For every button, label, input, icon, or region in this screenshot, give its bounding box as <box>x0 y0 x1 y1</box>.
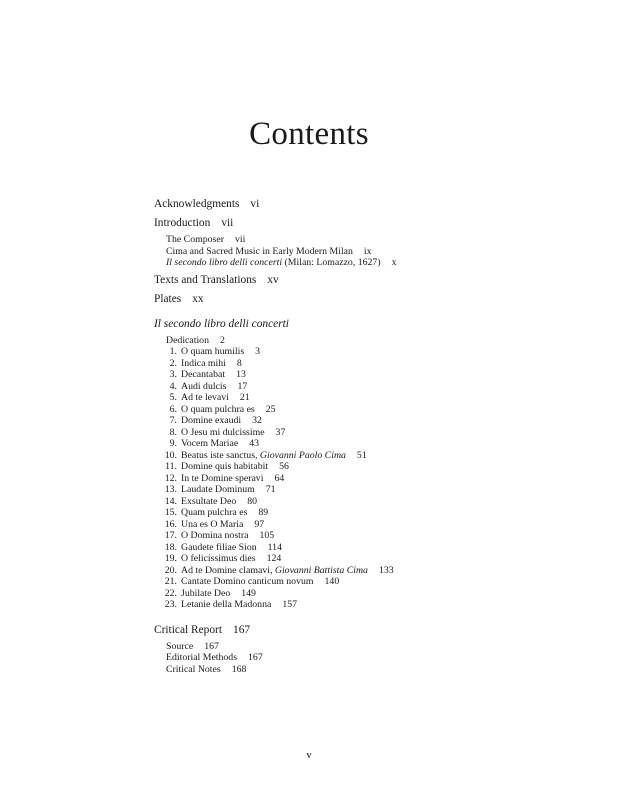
toc-entry-page: 168 <box>231 664 247 676</box>
toc-piece-entry <box>154 542 594 554</box>
toc-entry-label: The Composer <box>166 234 224 245</box>
toc-piece-entry <box>154 358 594 370</box>
toc-piece-page: 133 <box>378 564 394 576</box>
toc-piece-number: 1. <box>169 346 177 358</box>
toc-entry-page: xv <box>267 273 279 286</box>
toc-entry-label: Cima and Sacred Music in Early Modern Milan <box>166 245 353 257</box>
toc-piece-title: Ad te Domine clamavi, <box>181 564 273 576</box>
toc-piece-number: 16. <box>164 518 177 530</box>
toc-entry-texts-translations <box>154 272 594 288</box>
toc-piece-number: 13. <box>164 484 177 496</box>
toc-piece-entry <box>154 404 594 416</box>
toc-entry-label: (Milan: Lomazzo, 1627) <box>282 257 381 269</box>
toc-piece-entry <box>154 576 594 588</box>
toc-piece-page: 80 <box>247 495 258 507</box>
toc-piece-title: Laudate Dominum <box>181 484 255 496</box>
toc-piece-entry <box>154 599 594 611</box>
toc-entry-page: 2 <box>219 334 225 346</box>
toc-piece-number: 23. <box>164 599 177 611</box>
toc-piece-entry <box>154 484 594 496</box>
toc-piece-page: 64 <box>274 472 285 484</box>
toc-piece-number: 20. <box>164 564 177 576</box>
toc-piece-title: Decantabat <box>181 369 226 381</box>
toc-piece-entry <box>154 415 594 427</box>
toc-piece-page: 43 <box>249 438 260 450</box>
toc-piece-title: O felicissimus dies <box>181 553 256 565</box>
toc-piece-page: 124 <box>266 553 282 565</box>
toc-piece-page: 105 <box>259 530 275 542</box>
toc-entry-acknowledgments <box>154 196 594 212</box>
toc-entry-label: Plates <box>154 292 182 305</box>
toc-subentry-composer <box>154 234 594 246</box>
toc-piece-number: 18. <box>164 541 177 553</box>
toc-entry-page: x <box>391 257 397 269</box>
toc-piece-number: 14. <box>164 495 177 507</box>
toc-piece-title: Vocem Mariae <box>181 438 239 450</box>
toc-entry-page: 167 <box>233 623 251 636</box>
toc-piece-number: 12. <box>164 472 177 484</box>
toc-piece-title: Cantate Domino canticum novum <box>181 576 314 588</box>
toc-entry-critical-report <box>154 622 594 638</box>
toc-pieces-list <box>154 346 594 611</box>
toc-entry-page: vii <box>221 217 234 229</box>
toc-piece-title: Ad te levavi <box>181 392 229 404</box>
toc-piece-page: 149 <box>241 587 256 599</box>
toc-piece-page: 51 <box>356 449 367 461</box>
toc-piece-composer: Giovanni Paolo Cima <box>259 449 346 461</box>
toc-piece-entry <box>154 438 594 450</box>
toc-entry-label: Texts and Translations <box>154 273 257 286</box>
toc-edition-heading: Il secondo libro delli concerti <box>154 317 289 330</box>
toc-piece-number: 3. <box>169 369 177 381</box>
toc-piece-entry <box>154 461 594 473</box>
toc-piece-entry <box>154 381 594 393</box>
toc-piece-number: 19. <box>164 553 177 565</box>
toc-piece-title: Domine exaudi <box>181 415 242 427</box>
toc-subentry-secondo-libro <box>154 257 594 269</box>
toc-piece-page: 32 <box>252 415 262 427</box>
toc-piece-page: 13 <box>236 369 246 381</box>
toc-piece-page: 114 <box>267 541 282 553</box>
toc-piece-title: Exsultate Deo <box>181 495 237 507</box>
toc-piece-entry <box>154 507 594 519</box>
toc-piece-page: 56 <box>279 461 289 473</box>
toc-entry-plates <box>154 291 594 307</box>
page-number: v <box>306 750 312 761</box>
toc-entry-label: Introduction <box>154 217 211 229</box>
toc-piece-page: 21 <box>239 392 250 404</box>
toc-subentry-critical-notes <box>154 664 594 676</box>
toc-piece-entry <box>154 392 594 404</box>
toc-piece-number: 21. <box>164 576 177 588</box>
toc-piece-number: 17. <box>164 530 177 542</box>
toc-piece-page: 140 <box>324 576 340 588</box>
toc-piece-page: 97 <box>254 518 265 530</box>
toc-piece-number: 15. <box>164 507 177 519</box>
toc-piece-number: 10. <box>164 449 177 461</box>
toc-piece-composer: Giovanni Battista Cima <box>274 564 368 576</box>
toc-piece-number: 22. <box>164 587 177 599</box>
toc-piece-number: 5. <box>169 392 177 404</box>
toc-piece-title: O Jesu mi dulcissime <box>181 426 265 438</box>
toc-piece-page: 3 <box>255 346 261 358</box>
toc-piece-title: Una es O Maria <box>181 518 244 530</box>
toc-piece-title: Domine quis habitabit <box>181 461 269 473</box>
toc-piece-entry <box>154 427 594 439</box>
toc-subentry-editorial-methods <box>154 652 594 664</box>
toc-entry-page: 167 <box>248 652 263 664</box>
toc-piece-title: O quam pulchra es <box>181 403 255 415</box>
toc-piece-title: Letanie della Madonna <box>181 599 272 611</box>
toc-entry-page: xx <box>192 292 204 305</box>
toc-piece-entry <box>154 553 594 565</box>
toc-piece-page: 71 <box>265 484 276 496</box>
toc-piece-page: 157 <box>282 599 298 611</box>
toc-piece-title: O quam humilis <box>181 346 245 358</box>
toc-piece-number: 8. <box>169 426 177 438</box>
toc-entry-label: Dedication <box>166 334 209 346</box>
toc-piece-number: 9. <box>169 438 177 450</box>
toc-subentry-source <box>154 641 594 653</box>
toc-entry-label: Critical Report <box>154 623 223 636</box>
toc-entry-label: Editorial Methods <box>166 652 238 664</box>
toc-entry-label-italic: Il secondo libro delli concerti <box>166 257 283 269</box>
page-title: Contents <box>249 116 369 152</box>
toc-piece-title: Audi dulcis <box>181 380 227 392</box>
toc-piece-page: 89 <box>258 507 269 519</box>
toc-entry-page: 167 <box>204 640 219 652</box>
toc-entry-label: Acknowledgments <box>154 198 240 210</box>
toc-piece-title: Jubilate Deo <box>181 587 231 599</box>
toc-piece-title: Beatus iste sanctus, <box>181 449 258 461</box>
toc-piece-title: O Domina nostra <box>181 530 249 542</box>
toc-entry-introduction <box>154 215 594 231</box>
toc-piece-title: Quam pulchra es <box>181 507 248 519</box>
toc-piece-entry <box>154 530 594 542</box>
toc-piece-entry <box>154 496 594 508</box>
toc-entry-page: vii <box>234 234 246 245</box>
toc-entry-label: Source <box>166 640 194 652</box>
toc-piece-page: 37 <box>275 426 286 438</box>
toc-piece-entry <box>154 473 594 485</box>
toc-piece-page: 17 <box>237 380 248 392</box>
toc-piece-title: In te Domine speravi <box>181 472 264 484</box>
toc-entry-page: vi <box>250 198 260 210</box>
toc-piece-number: 11. <box>165 461 177 473</box>
toc-piece-entry <box>154 369 594 381</box>
toc-piece-number: 6. <box>169 403 177 415</box>
toc-piece-title: Gaudete filiae Sion <box>181 541 257 553</box>
toc-entry-dedication <box>154 335 594 347</box>
toc-piece-entry <box>154 565 594 577</box>
toc-entry-label: Critical Notes <box>166 664 221 676</box>
toc-piece-entry <box>154 519 594 531</box>
toc-piece-title: Indica mihi <box>181 357 226 369</box>
toc-piece-entry <box>154 346 594 358</box>
toc-entry-page: ix <box>363 245 372 257</box>
toc-piece-page: 8 <box>236 357 242 369</box>
toc-piece-entry <box>154 588 594 600</box>
toc-piece-number: 7. <box>169 415 177 427</box>
toc-piece-entry <box>154 450 594 462</box>
table-of-contents <box>154 196 594 676</box>
toc-piece-number: 4. <box>169 380 177 392</box>
toc-subentry-cima-sacred-music <box>154 246 594 258</box>
toc-piece-number: 2. <box>169 357 177 369</box>
toc-piece-page: 25 <box>265 403 276 415</box>
